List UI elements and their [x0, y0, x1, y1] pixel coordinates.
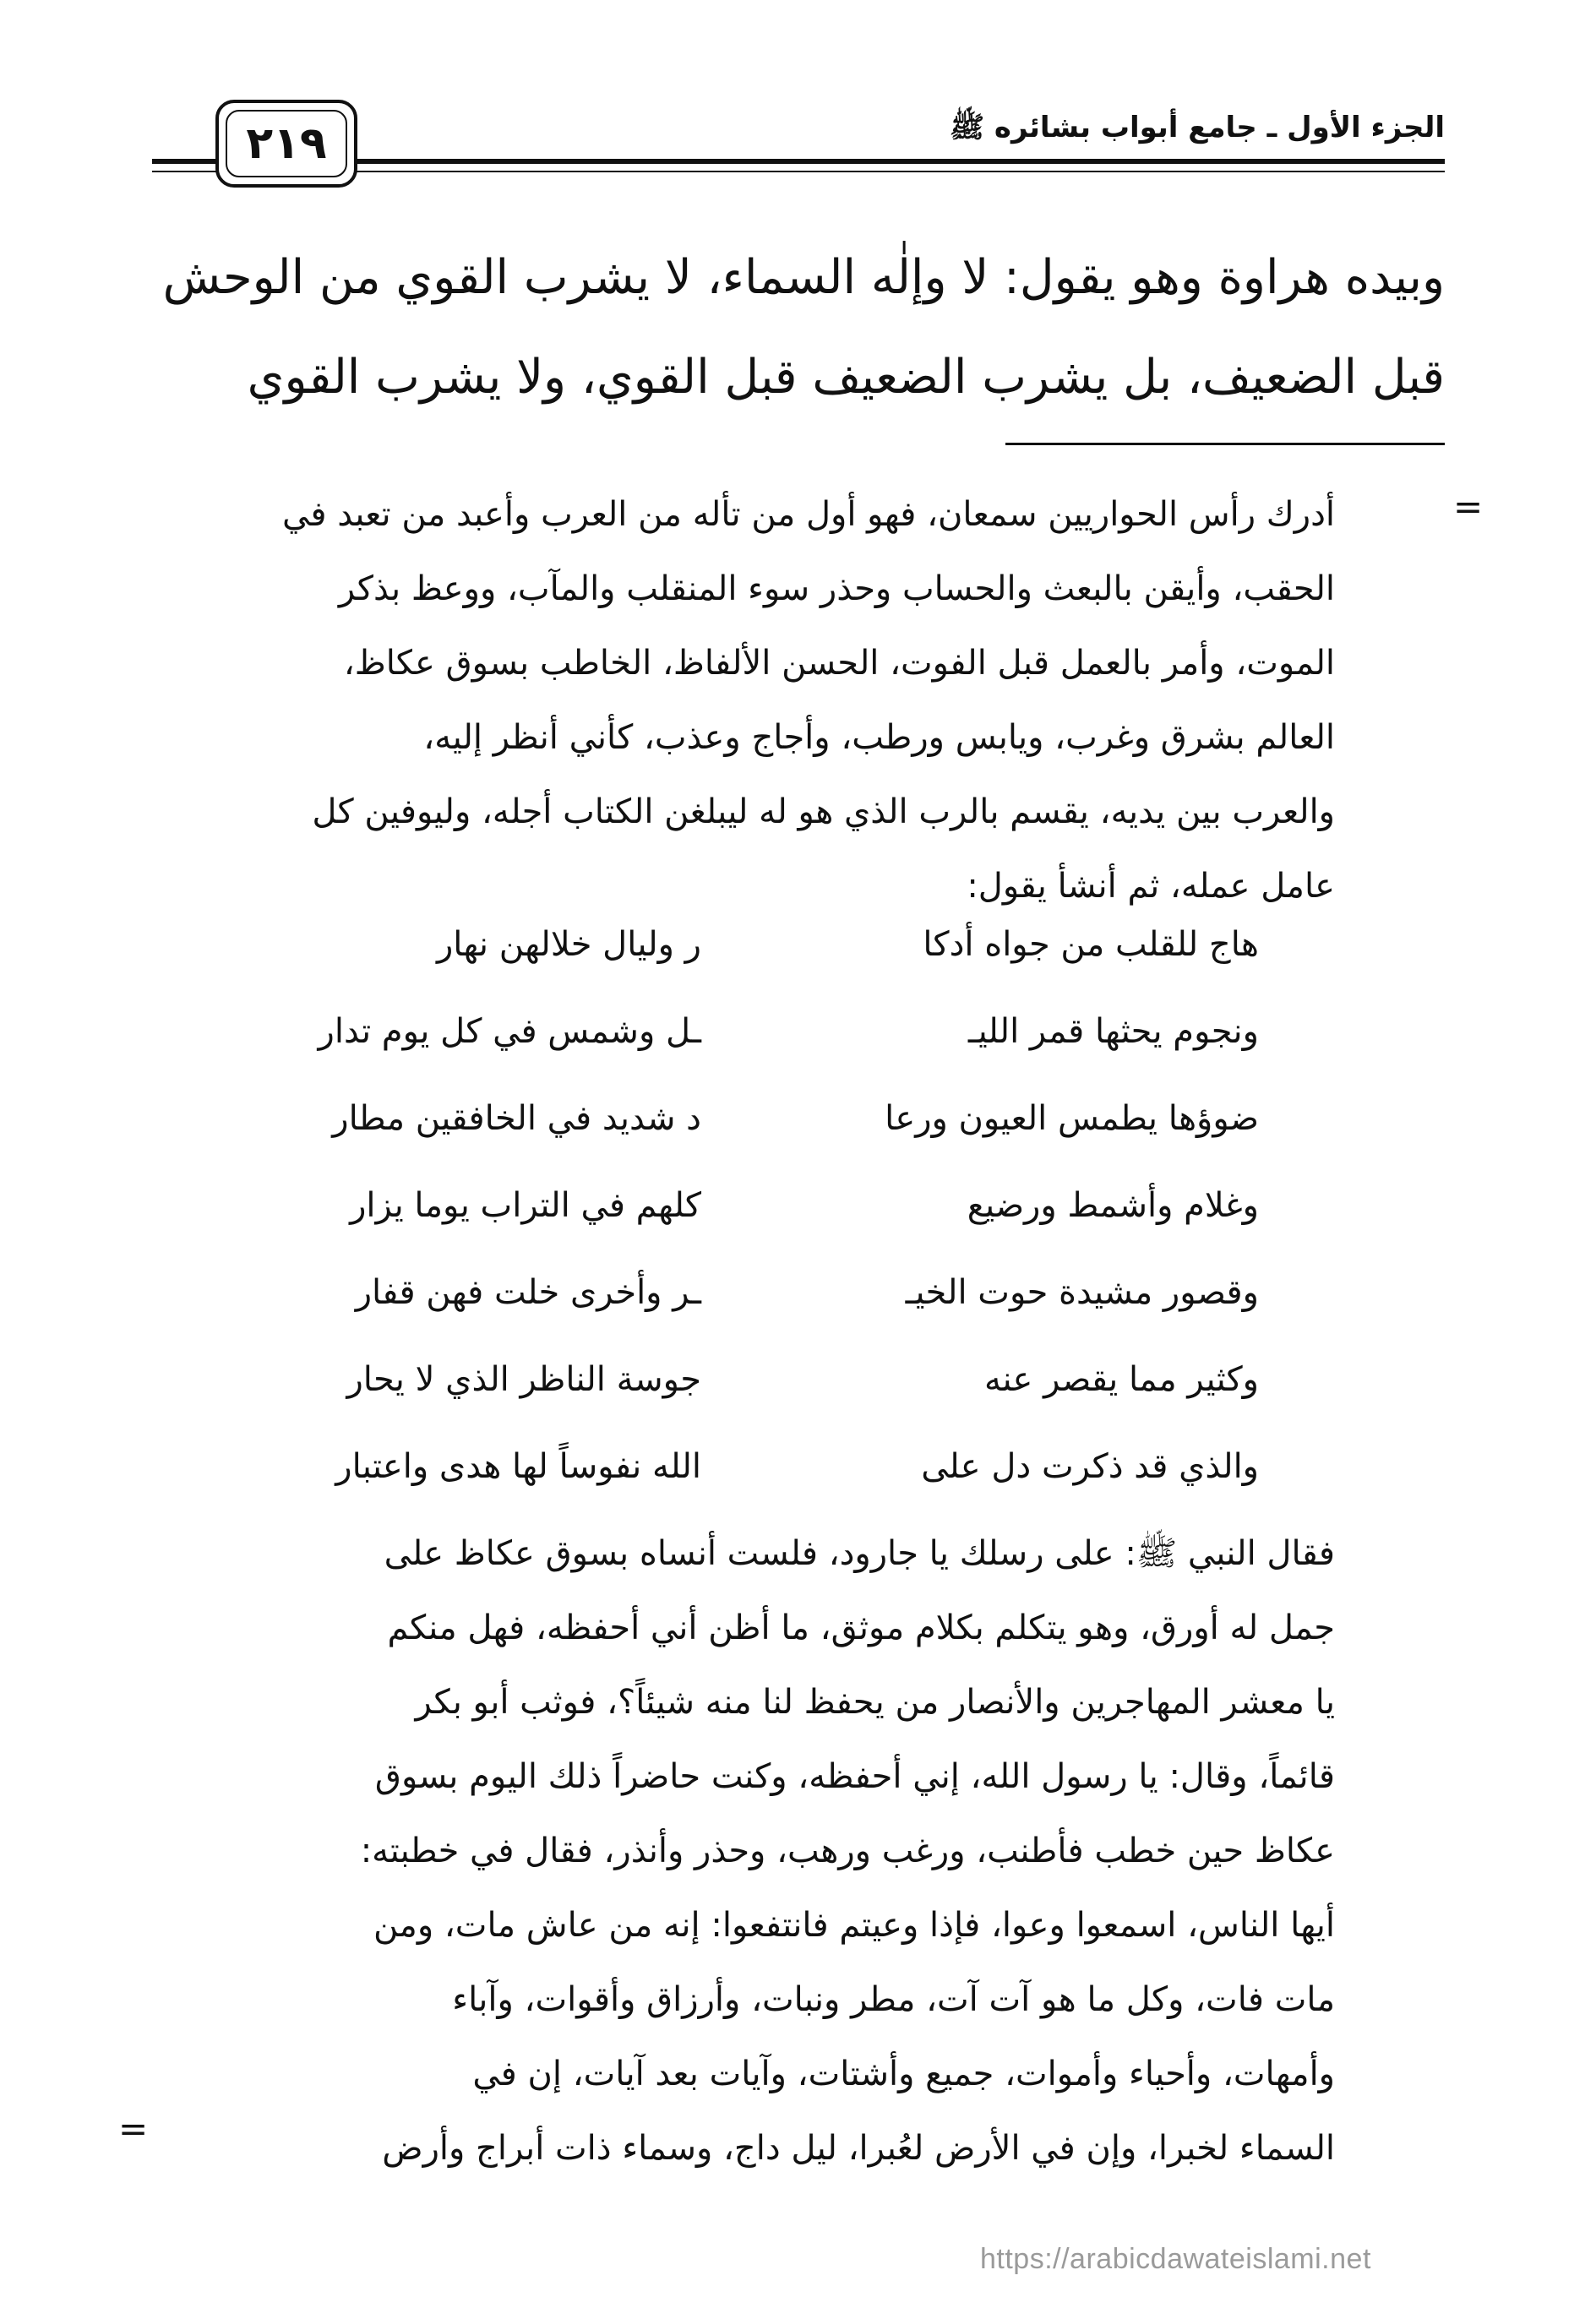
source-watermark: https://arabicdawateislami.net: [980, 2243, 1371, 2275]
verse-first-hemistich: وكثير مما يقصر عنه: [984, 1360, 1259, 1399]
main-text-line: وبيده هراوة وهو يقول: لا وإلٰه السماء، لا يشرب القوي من الوحش: [162, 250, 1445, 305]
page-number: ٢١٩: [246, 118, 327, 169]
continuation-mark-end: =: [118, 2108, 149, 2149]
footnote-line: والعرب بين يديه، يقسم بالرب الذي هو له ليبلغن الكتاب أجله، وليوفين كل: [312, 792, 1335, 831]
verse-first-hemistich: ونجوم يحثها قمر الليـ: [967, 1012, 1259, 1051]
footnote-line: الحقب، وأيقن بالبعث والحساب وحذر سوء المنقلب والمآب، ووعظ بذكر: [338, 569, 1335, 608]
verse-second-hemistich: كلهم في التراب يوما يزار: [350, 1186, 701, 1225]
verse-first-hemistich: ضوؤها يطمس العيون ورعا: [885, 1099, 1259, 1138]
page-header: [152, 93, 1445, 186]
verse-second-hemistich: الله نفوساً لها هدى واعتبار: [335, 1447, 701, 1486]
footnote-line: وأمهات، وأحياء وأموات، جميع وأشتات، وآيات بعد آيات، إن في: [472, 2055, 1335, 2093]
footnote-line: فقال النبي ﷺ: على رسلك يا جارود، فلست أنساه بسوق عكاظ على: [384, 1534, 1335, 1573]
page-number-inner-frame: [226, 110, 347, 177]
footnote-paragraph-continued: [152, 1516, 1335, 2186]
poem-verse: [220, 1186, 1259, 1273]
verse-second-hemistich: ـل وشمس في كل يوم تدار: [318, 1012, 701, 1051]
footnote-line: قائماً، وقال: يا رسول الله، إني أحفظه، وكنت حاضراً ذلك اليوم بسوق: [374, 1757, 1335, 1796]
footnote-line: السماء لخبرا، وإن في الأرض لعُبرا، ليل داج، وسماء ذات أبراج وأرض: [382, 2129, 1335, 2168]
verse-first-hemistich: هاج للقلب من جواه أدكا: [923, 925, 1259, 964]
poem-verse: [220, 1360, 1259, 1447]
footnote-line: أيها الناس، اسمعوا وعوا، فإذا وعيتم فانتفعوا: إنه من عاش مات، ومن: [373, 1906, 1335, 1945]
verse-second-hemistich: جوسة الناظر الذي لا يحار: [346, 1360, 701, 1399]
poem-verse: [220, 1273, 1259, 1360]
footnote-paragraph: [152, 477, 1335, 923]
poem-verse: [220, 1012, 1259, 1099]
verse-first-hemistich: والذي قد ذكرت دل على: [921, 1447, 1259, 1486]
continuation-mark: =: [1453, 486, 1484, 527]
poem-verse: [220, 925, 1259, 1012]
main-text: [152, 228, 1445, 427]
footnote-separator: [1005, 443, 1445, 445]
footnote-line: مات فات، وكل ما هو آت آت، مطر ونبات، وأرزاق وأقوات، وآباء: [452, 1980, 1335, 2019]
poem: [220, 925, 1259, 1534]
verse-second-hemistich: ـر وأخرى خلت فهن قفار: [355, 1273, 701, 1312]
verse-first-hemistich: وغلام وأشمط ورضيع: [967, 1186, 1259, 1225]
footnote-line: جمل له أورق، وهو يتكلم بكلام موثق، ما أظن أني أحفظه، فهل منكم: [387, 1609, 1335, 1647]
footnote-line: الموت، وأمر بالعمل قبل الفوت، الحسن الألفاظ، الخاطب بسوق عكاظ،: [343, 644, 1335, 683]
footnote-line: عكاظ حين خطب فأطنب، ورغب ورهب، وحذر وأنذر، فقال في خطبته:: [360, 1832, 1335, 1870]
verse-second-hemistich: ر وليال خلالهن نهار: [436, 925, 701, 964]
footnote-line: عامل عمله، ثم أنشأ يقول:: [967, 867, 1335, 906]
footnote-line: أدرك رأس الحواريين سمعان، فهو أول من تأله من العرب وأعبد من تعبد في: [282, 495, 1335, 534]
footnote-line: يا معشر المهاجرين والأنصار من يحفظ لنا منه شيئاً؟، فوثب أبو بكر: [415, 1683, 1335, 1722]
verse-second-hemistich: د شديد في الخافقين مطار: [332, 1099, 701, 1138]
main-text-line: قبل الضعيف، بل يشرب الضعيف قبل القوي، ولا يشرب القوي: [247, 350, 1445, 405]
footnote-line: العالم بشرق وغرب، ويابس ورطب، وأجاج وعذب، كأني أنظر إليه،: [423, 718, 1335, 757]
running-title: الجزء الأول ـ جامع أبواب بشائره ﷺ: [949, 111, 1445, 144]
poem-verse: [220, 1099, 1259, 1186]
page-number-frame: [215, 100, 357, 188]
verse-first-hemistich: وقصور مشيدة حوت الخيـ: [905, 1273, 1259, 1312]
